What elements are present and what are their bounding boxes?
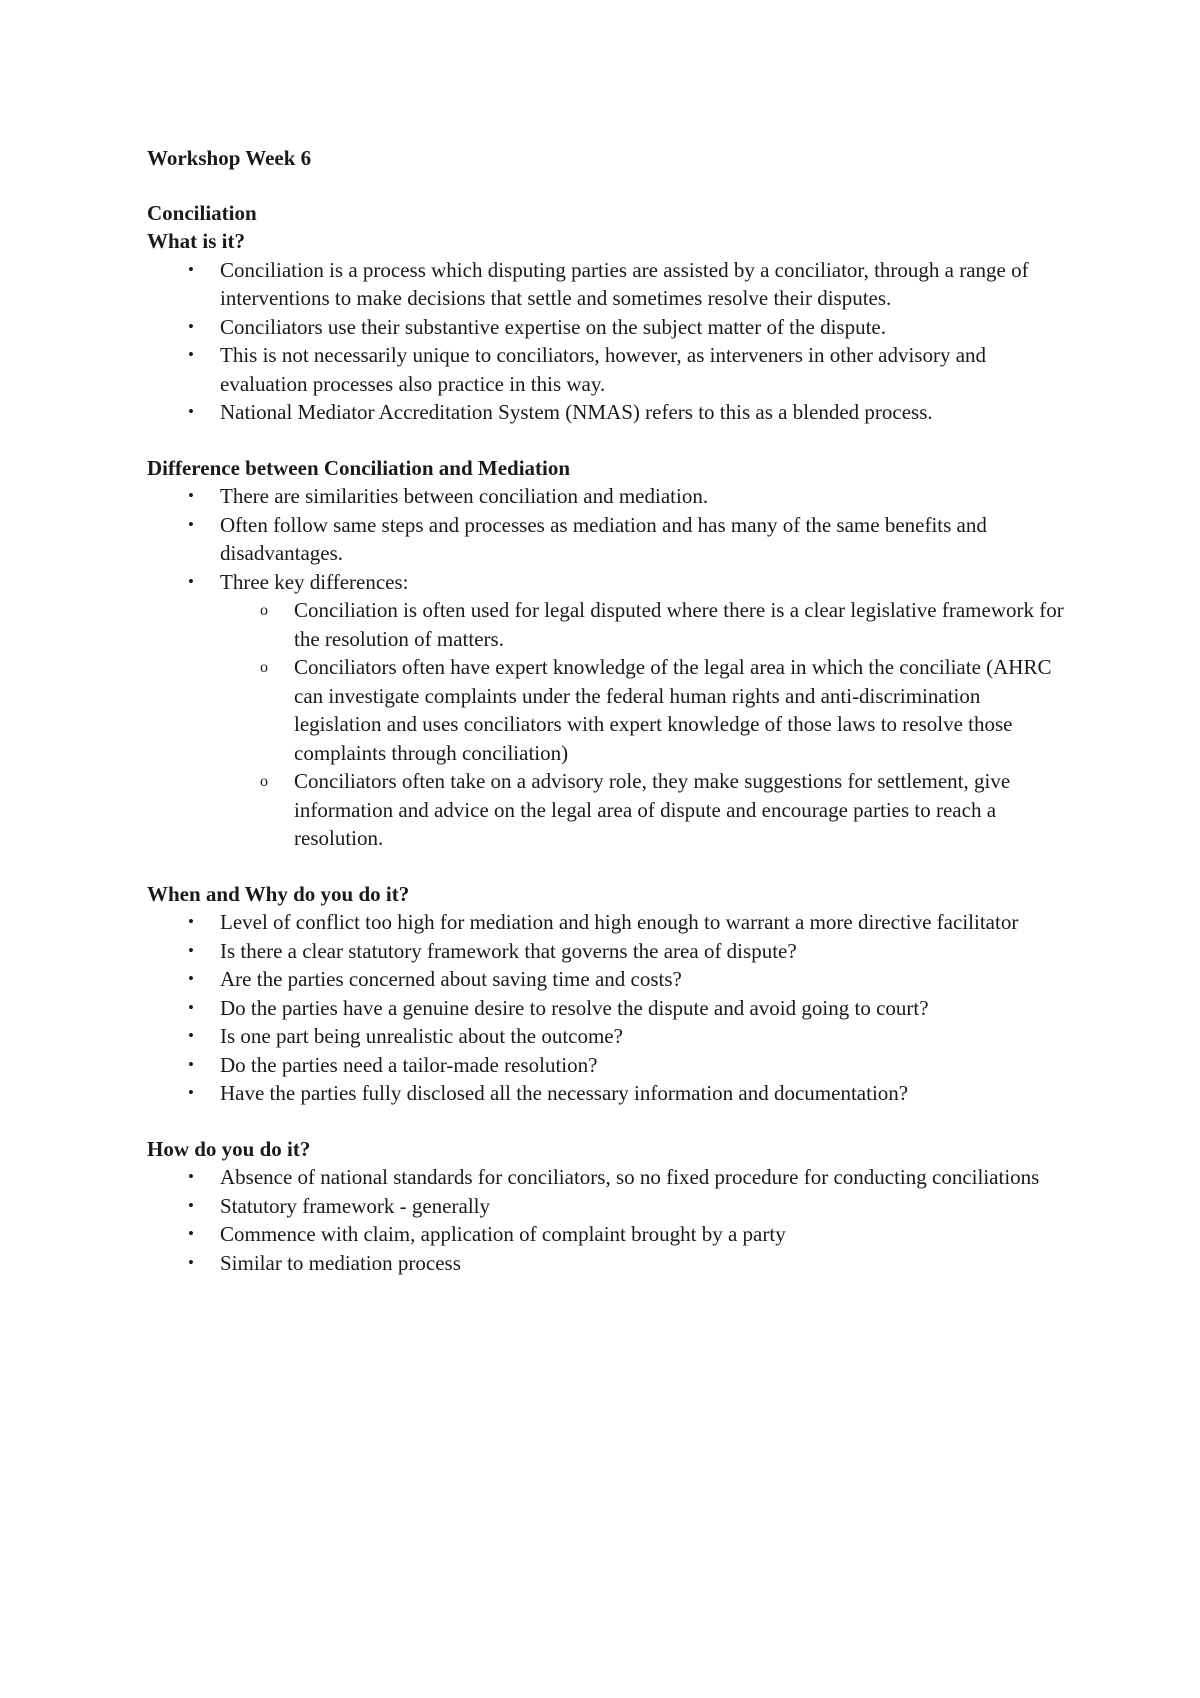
section-when-and-why [147,880,1067,1108]
sub-list-item: o Conciliators often take on a advisory role, they make suggestions for settlement, give information and advice on the legal area of dispute and encourage parties to reach a resolution. [260,769,1011,850]
hollow-bullet-icon: o [260,773,268,790]
document-page [147,144,1067,1304]
list-item: • Do the parties have a genuine desire to resolve the dispute and avoid going to court? [220,994,1067,1023]
bullet-icon: • [188,571,194,591]
list-item: • Similar to mediation process [220,1249,1067,1278]
list-item: • Commence with claim, application of complaint brought by a party [220,1220,1067,1249]
list-item: • Is there a clear statutory framework that governs the area of dispute? [220,937,1067,966]
section-difference [147,454,1067,853]
list-item: • Conciliation is a process which disputing parties are assisted by a conciliator, through a range of interventions to make decisions that settle and sometimes resolve their disputes. [220,256,1067,313]
bullet-icon: • [188,402,194,421]
bullet-icon: • [188,259,194,279]
list-item: • Three key differences: o Conciliation is often used for legal disputed where there is a clear legislative framework for the resolution of matters. o Conciliators often have expert knowledge of the legal area in which the conciliate (AHRC can investigate complaints under the federal human rights and anti-discrimination legislation and uses conciliators with expert knowledge of those laws to resolve those complaints through conciliation) o Conciliators often take on a advisory role, they make suggestions for settlement, give information and advice on the legal area of dispute and encourage parties to reach a resolution. [220,568,1067,853]
list-item: • There are similarities between conciliation and mediation. [220,482,1067,511]
section-subheading: What is it? [147,229,246,253]
list-item: • National Mediator Accreditation System (NMAS) refers to this as a blended process. [220,398,1067,427]
list-item: • This is not necessarily unique to conciliators, however, as interveners in other advisory and evaluation processes also practice in this way. [220,341,1067,398]
bullet-icon: • [188,969,194,988]
bullet-list [147,908,1067,1108]
list-item: • Statutory framework - generally [220,1192,1067,1221]
bullet-icon: • [188,1167,194,1186]
list-item: • Are the parties concerned about saving time and costs? [220,965,1067,994]
bullet-icon: • [188,1195,194,1215]
bullet-icon: • [188,1224,194,1243]
bullet-icon: • [188,912,194,931]
bullet-icon: • [188,1252,194,1272]
bullet-list [147,256,1067,427]
section-heading: Conciliation [147,200,257,225]
bullet-icon: • [188,1054,194,1074]
bullet-icon: • [188,486,194,505]
sub-bullet-list [220,596,1067,853]
list-item: • Often follow same steps and processes as mediation and has many of the same benefits and disadvantages. [220,511,1067,568]
sub-list-item: o Conciliators often have expert knowledge of the legal area in which the conciliate (AHRC can investigate complaints under the federal human rights and anti-discrimination legislation and uses conciliators with expert knowledge of those laws to resolve those complaints through conciliation) [260,655,1052,765]
bullet-icon: • [188,1026,194,1045]
bullet-icon: • [188,940,194,960]
document-title: Workshop Week 6 [147,146,312,170]
hollow-bullet-icon: o [260,659,268,676]
bullet-list [147,1163,1067,1277]
list-item: • Conciliators use their substantive expertise on the subject matter of the dispute. [220,313,1067,342]
sub-list-item: o Conciliation is often used for legal disputed where there is a clear legislative framework for the resolution of matters. [260,598,1064,651]
list-item: • Level of conflict too high for mediation and high enough to warrant a more directive facilitator [220,908,1067,937]
bullet-icon: • [188,1083,194,1102]
section-heading: When and Why do you do it? [147,881,410,906]
bullet-list [147,482,1067,853]
section-heading: Difference between Conciliation and Mediation [147,455,571,480]
bullet-icon: • [188,997,194,1017]
list-item: • Absence of national standards for conciliators, so no fixed procedure for conducting conciliations [220,1163,1067,1192]
hollow-bullet-icon: o [260,602,268,619]
bullet-icon: • [188,316,194,336]
list-item: • Have the parties fully disclosed all the necessary information and documentation? [220,1079,1067,1108]
section-conciliation [147,199,1067,427]
bullet-icon: • [188,514,194,534]
list-item: • Is one part being unrealistic about the outcome? [220,1022,1067,1051]
section-heading: How do you do it? [147,1136,311,1161]
list-item: • Do the parties need a tailor-made resolution? [220,1051,1067,1080]
bullet-icon: • [188,345,194,364]
section-how [147,1135,1067,1278]
